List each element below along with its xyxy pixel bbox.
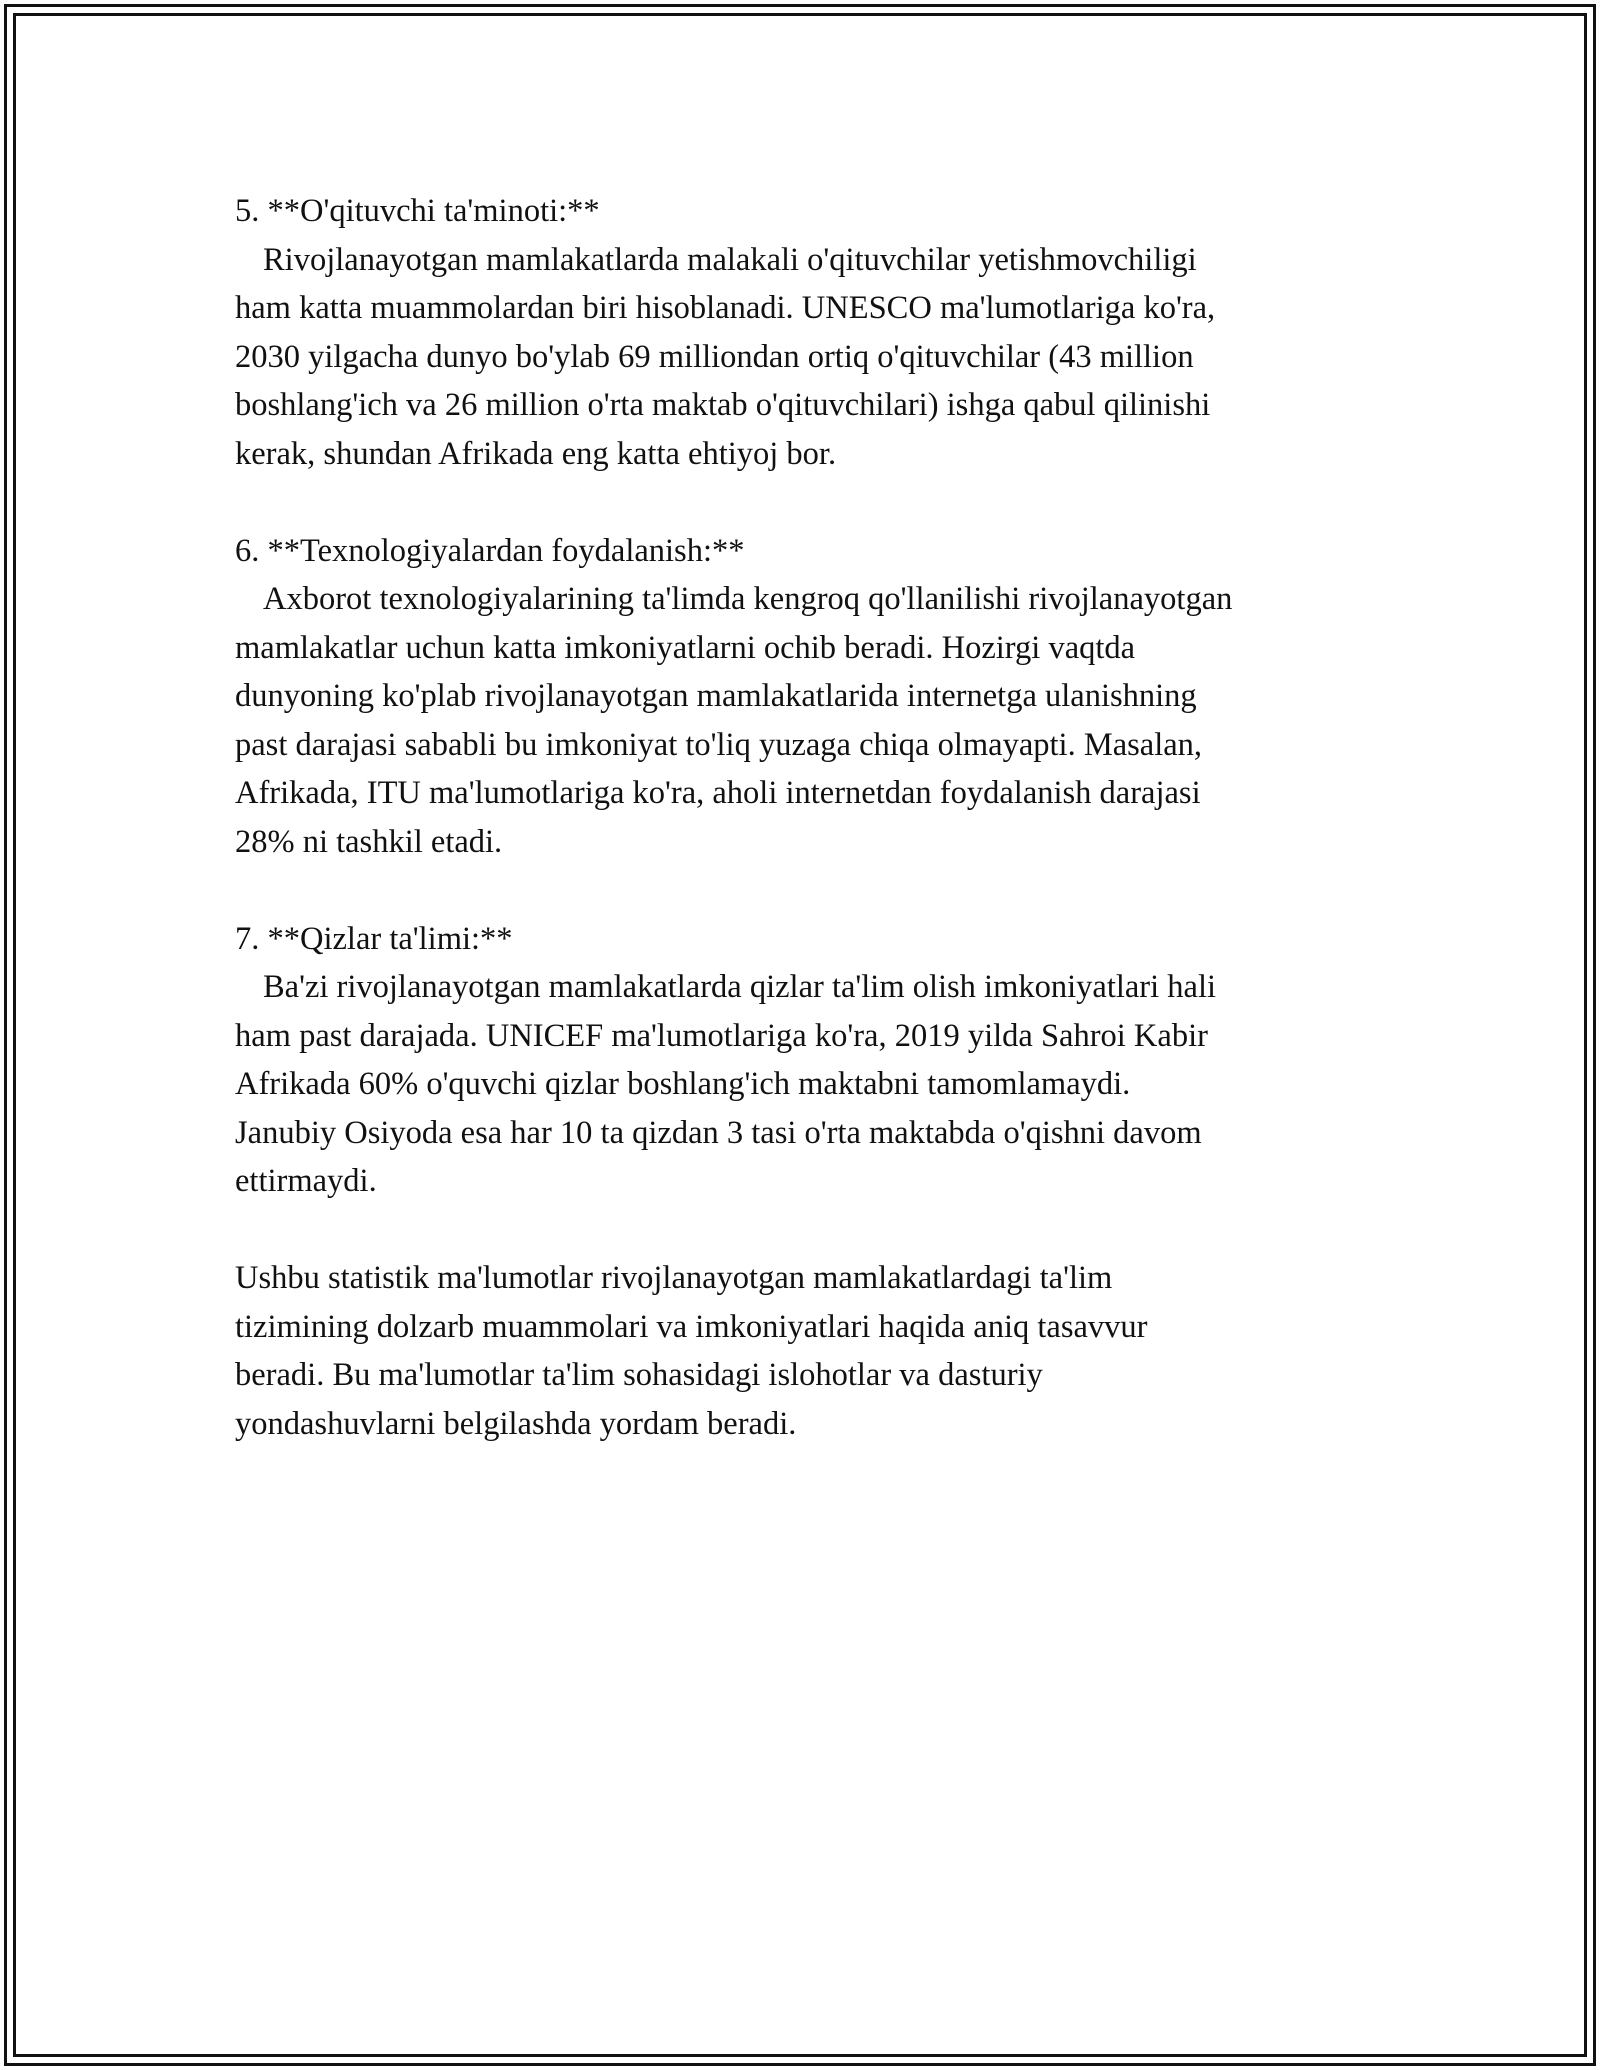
paragraph-line: kerak, shundan Afrikada eng katta ehtiyoj bor. (235, 435, 837, 472)
paragraph-line: Afrikada 60% o'quvchi qizlar boshlang'ich maktabni tamomlamaydi. (235, 1066, 1131, 1102)
paragraph-line: 2030 yilgacha dunyo bo'ylab 69 milliondan ortiq o'qituvchilar (43 million (235, 338, 1194, 375)
section-technology-use (235, 527, 1415, 867)
paragraph-line: beradi. Bu ma'lumotlar ta'lim sohasidagi islohotlar va dasturiy (235, 1357, 1043, 1393)
conclusion-paragraph (235, 1254, 1415, 1448)
document-body (235, 187, 1415, 1497)
section-heading: 5. **O'qituvchi ta'minoti:** (235, 193, 600, 229)
paragraph-line: Ba'zi rivojlanayotgan mamlakatlarda qizlar ta'lim olish imkoniyatlari hali (263, 969, 1217, 1005)
paragraph-line: past darajasi sababli bu imkoniyat to'liq yuzaga chiqa olmayapti. Masalan, (235, 726, 1203, 763)
section-heading: 7. **Qizlar ta'limi:** (235, 920, 513, 957)
section-heading: 6. **Texnologiyalardan foydalanish:** (235, 532, 745, 569)
paragraph-line: boshlang'ich va 26 million o'rta maktab o'qituvchilari) ishga qabul qilinishi (235, 387, 1211, 423)
section-teacher-supply (235, 187, 1415, 478)
paragraph-line: ham katta muammolardan biri hisoblanadi. UNESCO ma'lumotlariga ko'ra, (235, 290, 1216, 326)
paragraph-line: ettirmaydi. (235, 1163, 377, 1199)
paragraph-line: Ushbu statistik ma'lumotlar rivojlanayotgan mamlakatlardagi ta'lim (235, 1260, 1113, 1296)
paragraph-line: ham past darajada. UNICEF ma'lumotlariga ko'ra, 2019 yilda Sahroi Kabir (235, 1017, 1208, 1054)
paragraph-line: Axborot texnologiyalarining ta'limda kengroq qo'llanilishi rivojlanayotgan (263, 581, 1233, 617)
paragraph-line: yondashuvlarni belgilashda yordam beradi. (235, 1405, 797, 1442)
paragraph-line: Rivojlanayotgan mamlakatlarda malakali o'qituvchilar yetishmovchiligi (263, 241, 1197, 278)
paragraph-line: Janubiy Osiyoda esa har 10 ta qizdan 3 tasi o'rta maktabda o'qishni davom (235, 1114, 1202, 1151)
paragraph-line: 28% ni tashkil etadi. (235, 823, 503, 860)
paragraph-line: dunyoning ko'plab rivojlanayotgan mamlakatlarida internetga ulanishning (235, 678, 1197, 714)
paragraph-line: tizimining dolzarb muammolari va imkoniyatlari haqida aniq tasavvur (235, 1308, 1148, 1345)
paragraph-line: mamlakatlar uchun katta imkoniyatlarni ochib beradi. Hozirgi vaqtda (235, 629, 1136, 666)
paragraph-line: Afrikada, ITU ma'lumotlariga ko'ra, aholi internetdan foydalanish darajasi (235, 775, 1201, 811)
section-girls-education (235, 915, 1415, 1206)
